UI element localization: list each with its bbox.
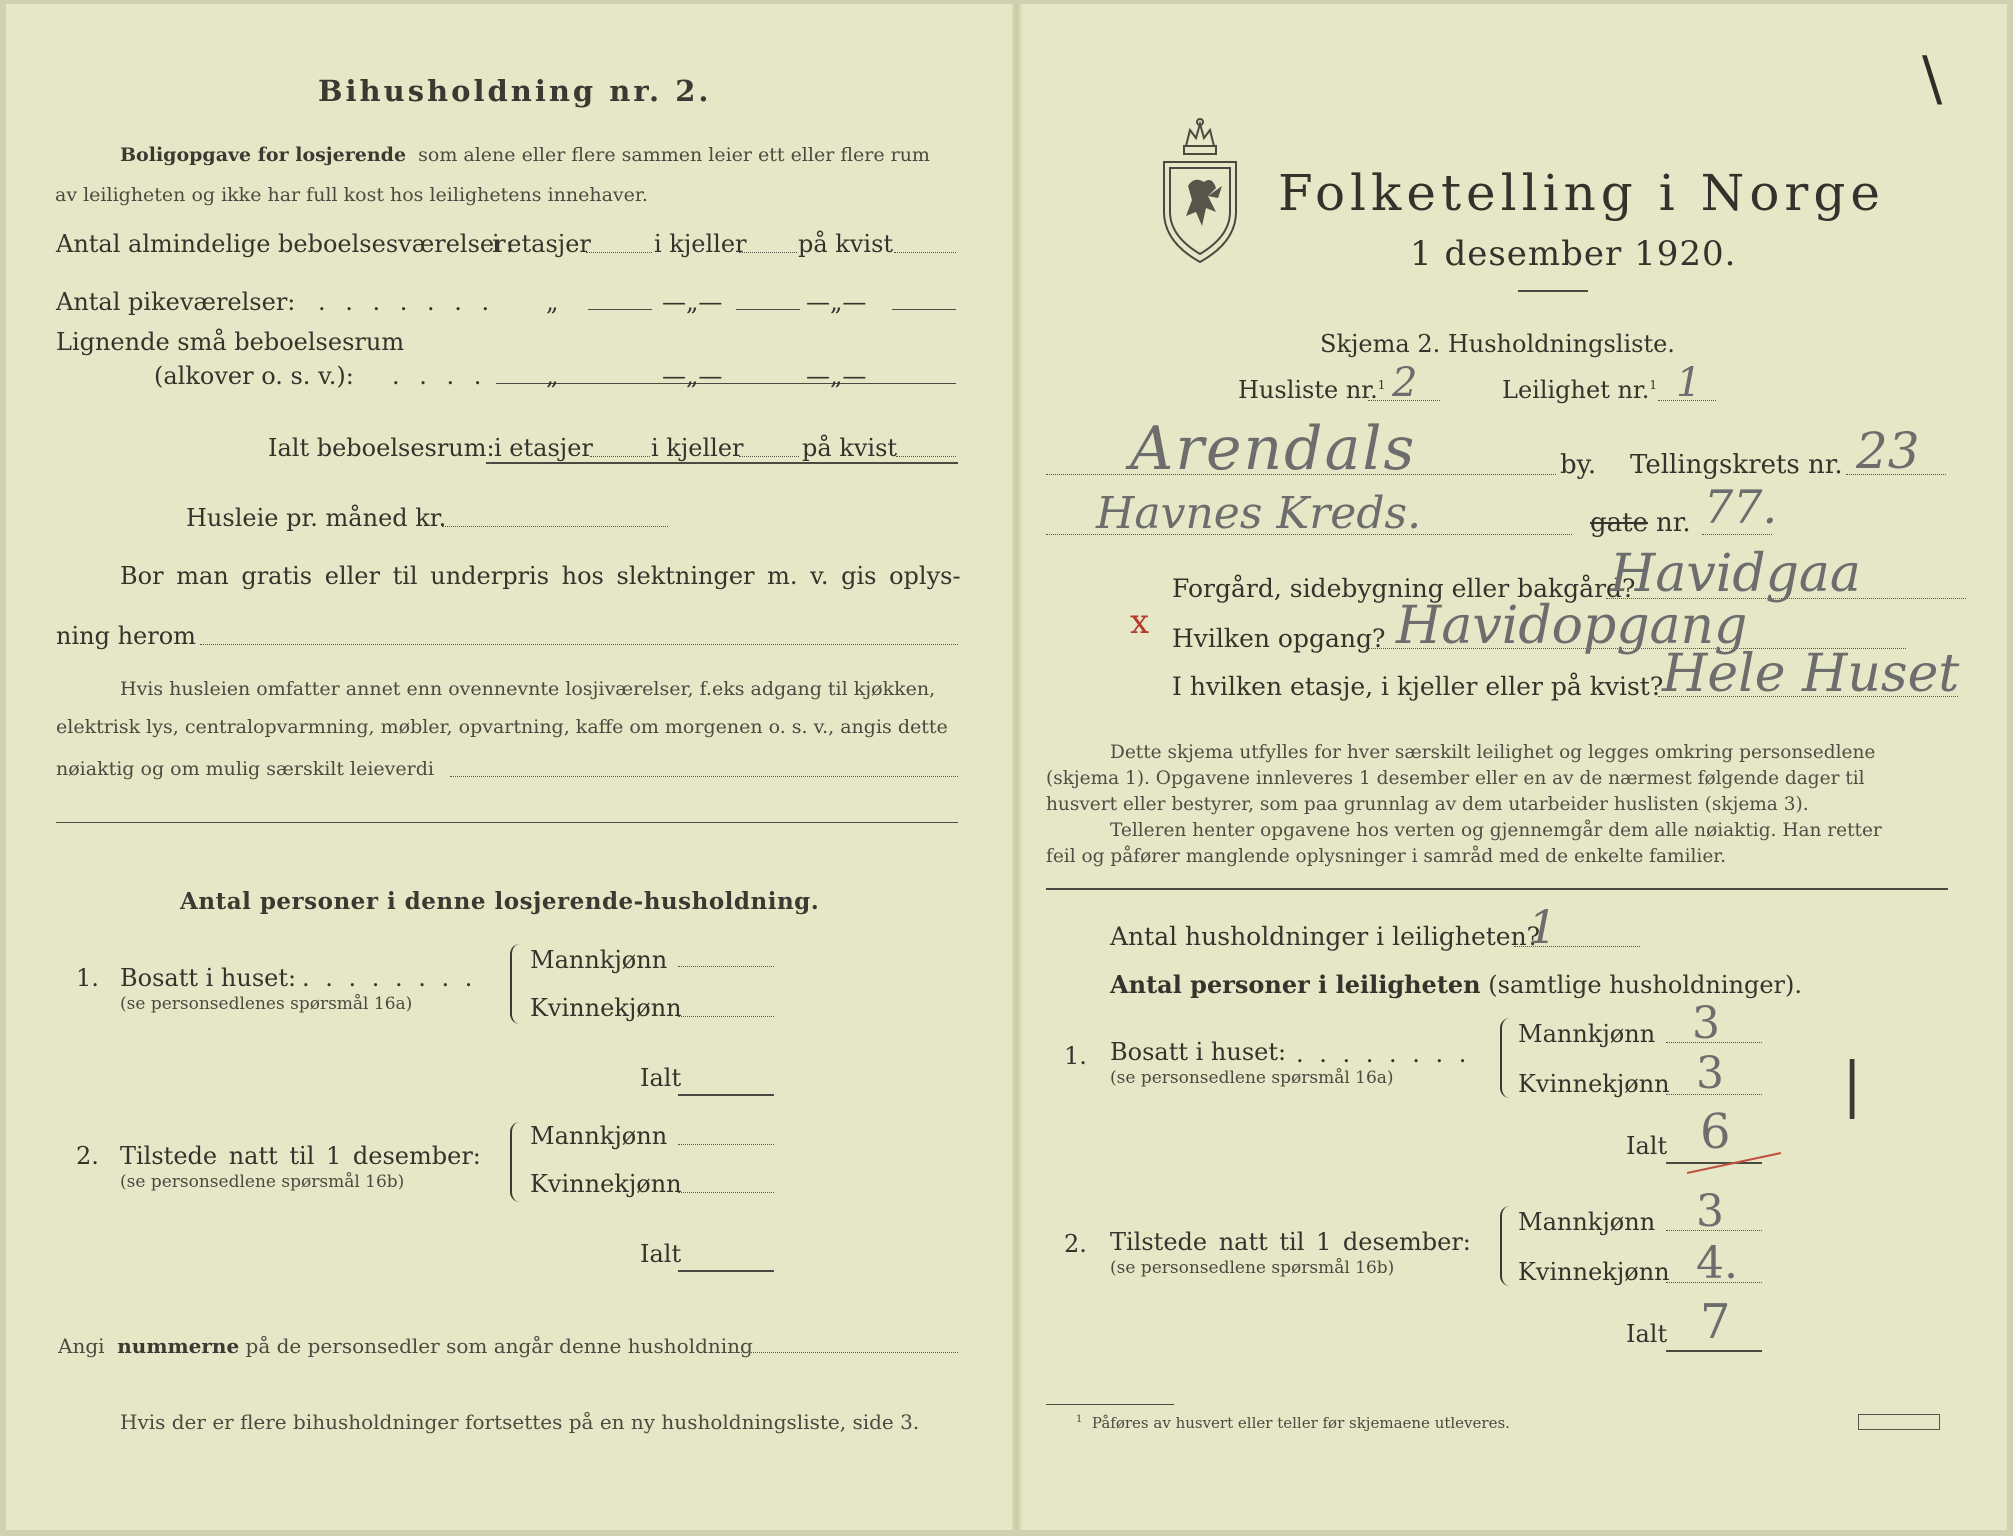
right-q1-dots: . . . . . . . . (1296, 1040, 1471, 1068)
info-line-3: husvert eller bestyrer, som paa grunnlag av dem utarbeider huslisten (skjema 3). (1046, 794, 1809, 815)
intro-line-1: Boligopgave for losjerende som alene eller flere sammen leier ett eller flere rum (120, 144, 930, 166)
intro-line-2: av leiligheten og ikke har full kost hos leilighetens innehaver. (55, 184, 648, 206)
yard-question: Forgård, sidebygning eller bakgård? (1172, 574, 1636, 603)
left-q1-label: Bosatt i huset: (120, 964, 297, 992)
left-q2-female-field[interactable] (678, 1192, 774, 1193)
total-attic-field[interactable] (896, 456, 956, 457)
main-title: Folketelling i Norge (1278, 164, 1885, 222)
entrance-mark: x (1130, 602, 1150, 642)
maid-rooms-label: Antal pikeværelser: (56, 288, 296, 316)
small-rooms-label-1: Lignende små beboelsesrum (56, 328, 405, 356)
rent-includes-line-3: nøiaktig og om mulig særskilt leieverdi (56, 758, 434, 780)
left-q2-total-field[interactable] (678, 1270, 774, 1272)
rooms-basement-label: i kjeller (654, 230, 747, 258)
maid-attic-field[interactable] (892, 309, 956, 310)
rent-value-line-2[interactable] (56, 822, 958, 823)
rooms-floors-field[interactable] (586, 252, 652, 253)
right-q2-male-label: Mannkjønn (1518, 1208, 1656, 1236)
right-q2-total-label: Ialt (1626, 1320, 1668, 1348)
left-q2-label: Tilstede natt til 1 desember: (120, 1142, 481, 1170)
left-q1-number: 1. (76, 964, 99, 992)
footnote-rule (1046, 1404, 1174, 1405)
left-q2-brace (510, 1122, 520, 1202)
left-q2-total-label: Ialt (640, 1240, 682, 1268)
info-line-2: (skjema 1). Opgavene innleveres 1 desember eller en av de nærmest følgende dager til (1046, 768, 1865, 789)
right-q1-male-value[interactable]: 3 (1692, 998, 1720, 1049)
street-value[interactable]: Havnes Kreds. (1096, 488, 1422, 539)
left-q1-brace (510, 944, 520, 1024)
right-q1-label: Bosatt i huset: (1110, 1038, 1287, 1066)
households-question: Antal husholdninger i leiligheten? (1110, 922, 1541, 951)
rooms-attic-label: på kvist (798, 230, 894, 258)
district-label: Tellingskrets nr. (1630, 450, 1843, 480)
left-title: Bihusholdning nr. 2. (318, 74, 712, 108)
street-label-struck: gate (1590, 508, 1648, 538)
small-ditto-1: „ (546, 362, 559, 390)
maid-ditto-1: „ (546, 288, 559, 316)
left-q2-male-label: Mannkjønn (530, 1122, 668, 1150)
apartment-label: Leilighet nr.$^1$ (1502, 376, 1658, 404)
info-line-5: feil og påfører manglende oplysninger i samråd med de enkelte familier. (1046, 846, 1726, 867)
left-q1-total-field[interactable] (678, 1094, 774, 1096)
margin-check-mark: | (1842, 1050, 1863, 1120)
right-q1-number: 1. (1064, 1042, 1087, 1070)
small-rooms-underline (496, 383, 956, 384)
right-q2-brace (1500, 1206, 1510, 1286)
entrance-question: Hvilken opgang? (1172, 624, 1386, 653)
right-q2-female-label: Kvinnekjønn (1518, 1258, 1670, 1286)
left-q1-male-label: Mannkjønn (530, 946, 668, 974)
left-q2-female-label: Kvinnekjønn (530, 1170, 682, 1198)
rooms-label: Antal almindelige beboelsesværelser: (56, 230, 514, 258)
street-number-label: nr. (1656, 508, 1691, 538)
right-q1-total-field[interactable] (1666, 1162, 1762, 1164)
maid-ditto-3: —„— (806, 288, 867, 316)
entrance-value[interactable]: Havidopgang (1396, 596, 1748, 656)
small-rooms-dots: . . . . (392, 362, 488, 390)
left-q1-female-field[interactable] (678, 1016, 774, 1017)
right-q1-brace (1500, 1018, 1510, 1098)
apartment-value[interactable]: 1 (1676, 360, 1702, 406)
left-q2-male-field[interactable] (678, 1144, 774, 1145)
street-number-value[interactable]: 77. (1704, 480, 1778, 534)
small-rooms-label-2: (alkover o. s. v.): (154, 362, 354, 390)
numbers-field[interactable] (732, 1352, 958, 1353)
street-field[interactable] (1046, 534, 1572, 535)
rooms-floors-label: i etasjer (492, 230, 591, 258)
total-floors-field[interactable] (590, 456, 650, 457)
free-lodging-line-1: Bor man gratis eller til underpris hos slektninger m. v. gis oplys- (120, 562, 961, 590)
census-date: 1 desember 1920. (1410, 234, 1737, 274)
schema-label: Skjema 2. Husholdningsliste. (1320, 330, 1675, 358)
rent-value-field[interactable] (450, 776, 958, 777)
rent-includes-line-2: elektrisk lys, centralopvarmning, møbler, opvartning, kaffe om morgenen o. s. v., angis dette (56, 716, 948, 738)
floor-value[interactable]: Hele Huset (1662, 644, 1960, 704)
total-basement-field[interactable] (739, 456, 799, 457)
total-rooms-label: Ialt beboelsesrum: (268, 434, 495, 462)
right-q1-male-label: Mannkjønn (1518, 1020, 1656, 1048)
left-q1-male-field[interactable] (678, 966, 774, 967)
right-q1-total-label: Ialt (1626, 1132, 1668, 1160)
right-q2-note: (se personsedlene spørsmål 16b) (1110, 1258, 1395, 1278)
house-list-value[interactable]: 2 (1392, 360, 1418, 406)
free-lodging-line-2: ning herom (56, 622, 196, 650)
small-ditto-2: —„— (662, 362, 723, 390)
right-q2-label: Tilstede natt til 1 desember: (1110, 1228, 1471, 1256)
small-ditto-3: —„— (806, 362, 867, 390)
left-q1-female-label: Kvinnekjønn (530, 994, 682, 1022)
city-label: by. (1560, 450, 1597, 480)
households-value[interactable]: 1 (1528, 900, 1558, 954)
total-floors-label: i etasjer (494, 434, 593, 462)
footnote: $^1$ Påføres av husvert eller teller før skjemaene utleveres. (1076, 1414, 1510, 1432)
left-q2-number: 2. (76, 1142, 99, 1170)
right-q1-total-value[interactable]: 6 (1700, 1104, 1731, 1160)
census-form-sheet (6, 4, 2007, 1530)
right-q1-female-value[interactable]: 3 (1696, 1048, 1724, 1099)
district-value[interactable]: 23 (1856, 422, 1920, 480)
maid-rooms-dots: . . . . . . . (318, 288, 496, 316)
rooms-attic-field[interactable] (894, 252, 956, 253)
street-number-field[interactable] (1702, 534, 1772, 535)
left-q2-note: (se personsedlene spørsmål 16b) (120, 1172, 405, 1192)
maid-ditto-2: —„— (662, 288, 723, 316)
left-q1-dots: . . . . . . . . (302, 964, 477, 992)
right-q1-female-label: Kvinnekjønn (1518, 1070, 1670, 1098)
left-persons-heading: Antal personer i denne losjerende-husholdning. (180, 888, 820, 915)
floor-question: I hvilken etasje, i kjeller eller på kvist? (1172, 672, 1664, 701)
right-q2-number: 2. (1064, 1230, 1087, 1258)
info-paragraph (1046, 740, 1946, 870)
rent-includes-line-1: Hvis husleien omfatter annet enn ovennevnte losjiværelser, f.eks adgang til kjøkken, (120, 678, 936, 700)
coat-of-arms-icon (1158, 116, 1242, 266)
total-basement-label: i kjeller (651, 434, 744, 462)
info-line-4: Telleren henter opgavene hos verten og gjennemgår dem alle nøiaktig. Han retter (1110, 820, 1882, 841)
title-rule (1518, 290, 1588, 292)
total-rooms-rule (486, 462, 958, 464)
rooms-basement-field[interactable] (739, 252, 797, 253)
numbers-line: Angi nummerne på de personsedler som angår denne husholdning (58, 1334, 753, 1358)
city-field[interactable] (1046, 474, 1556, 475)
right-q2-female-value[interactable]: 4. (1696, 1238, 1738, 1289)
city-value[interactable]: Arendals (1130, 414, 1417, 484)
rent-field[interactable] (442, 526, 668, 527)
free-lodging-field[interactable] (200, 644, 958, 645)
right-q1-note: (se personsedlene spørsmål 16a) (1110, 1068, 1394, 1088)
maid-basement-field[interactable] (736, 309, 800, 310)
right-q2-total-value[interactable]: 7 (1700, 1294, 1731, 1350)
printer-stamp (1858, 1414, 1940, 1430)
right-q2-total-field[interactable] (1666, 1350, 1762, 1352)
left-q1-total-label: Ialt (640, 1064, 682, 1092)
right-q2-male-value[interactable]: 3 (1696, 1186, 1724, 1237)
house-list-label: Husliste nr.$^1$ (1238, 376, 1386, 404)
maid-floors-field[interactable] (588, 309, 652, 310)
yard-value[interactable]: Havidgaa (1610, 544, 1861, 604)
rent-label: Husleie pr. måned kr. (186, 504, 447, 532)
total-attic-label: på kvist (802, 434, 898, 462)
right-persons-heading: Antal personer i leiligheten (samtlige husholdninger). (1110, 970, 1803, 999)
left-q1-note: (se personsedlenes spørsmål 16a) (120, 994, 413, 1014)
corner-pencil-mark: \ (1922, 44, 1943, 114)
info-rule (1046, 888, 1948, 890)
center-fold (1012, 4, 1022, 1530)
info-line-1: Dette skjema utfylles for hver særskilt leilighet og legges omkring personsedlene (1110, 742, 1876, 763)
continue-note: Hvis der er flere bihusholdninger fortsettes på en ny husholdningsliste, side 3. (120, 1410, 920, 1434)
